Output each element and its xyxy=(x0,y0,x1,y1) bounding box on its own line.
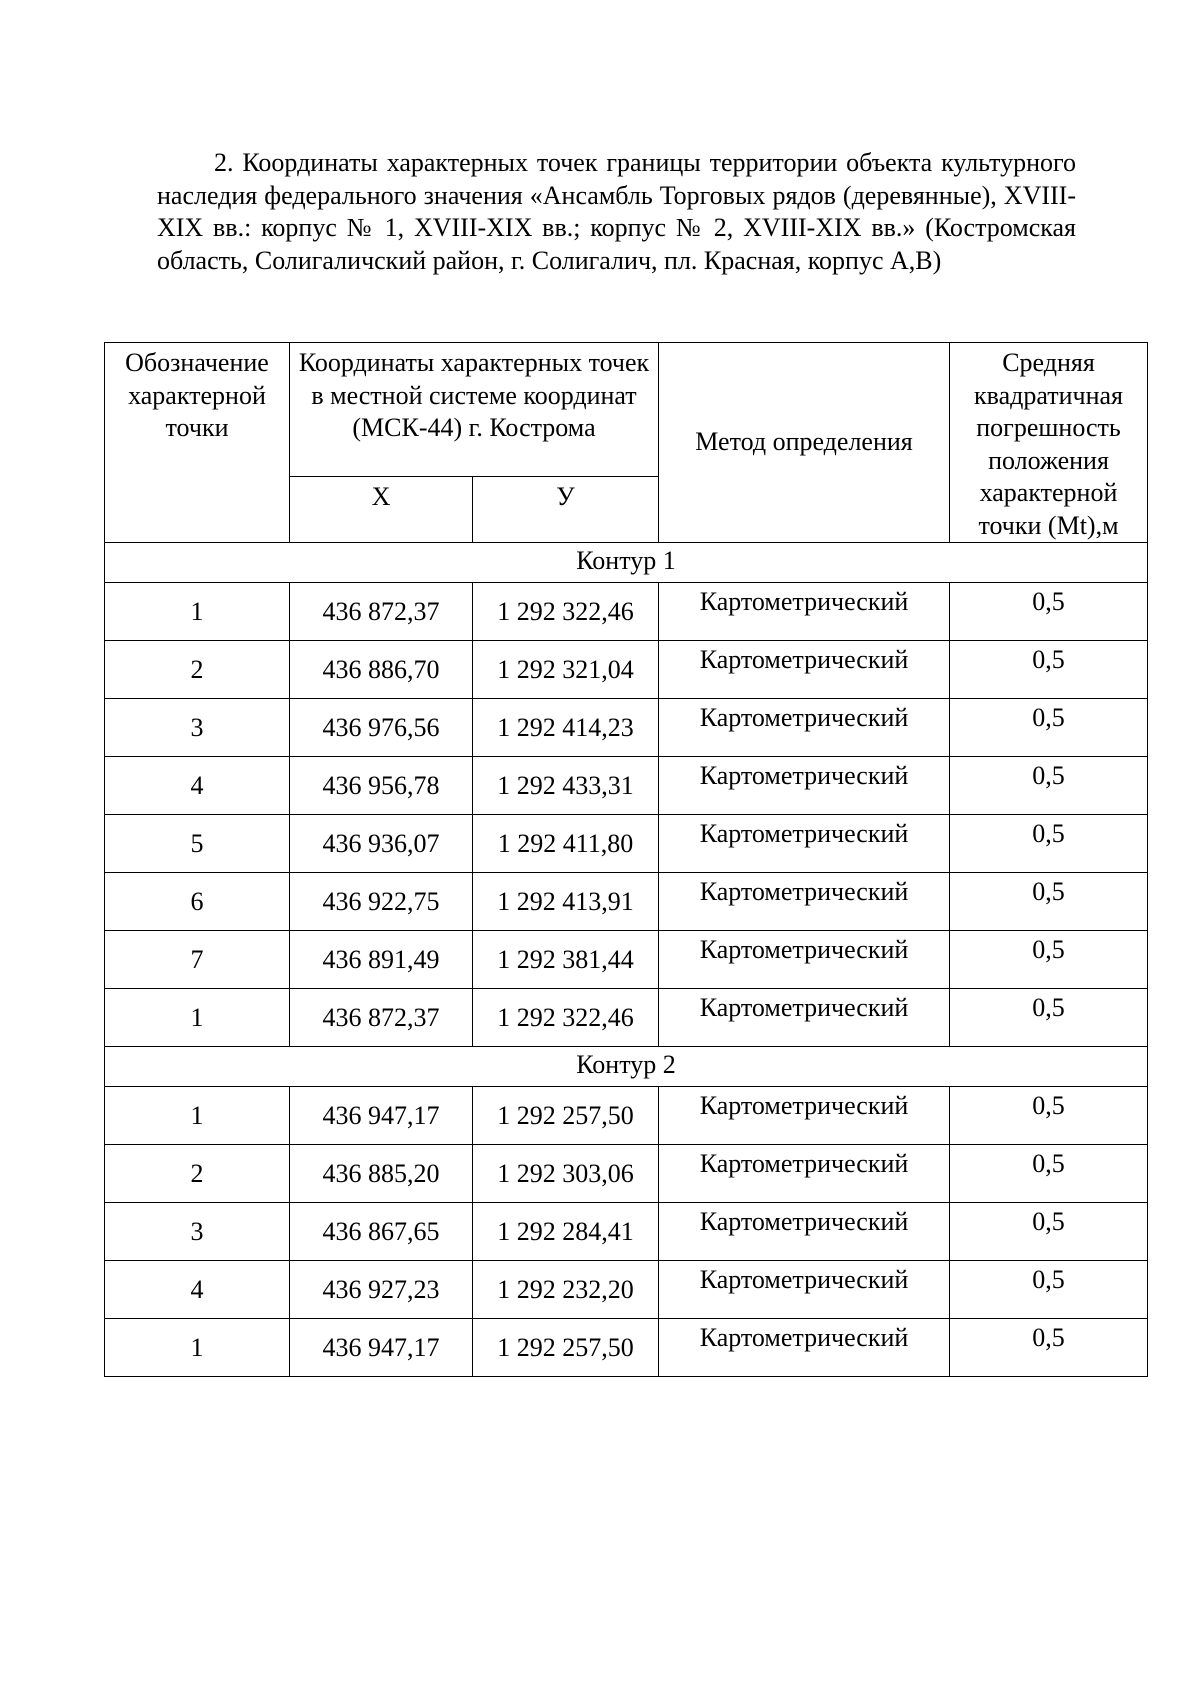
table-row xyxy=(105,757,1148,815)
cell-y: 1 292 257,50 xyxy=(473,1319,659,1377)
cell-y: 1 292 411,80 xyxy=(473,815,659,873)
table-row xyxy=(105,1145,1148,1203)
cell-error: 0,5 xyxy=(950,931,1148,989)
cell-x: 436 872,37 xyxy=(290,583,473,641)
cell-error: 0,5 xyxy=(950,1087,1148,1145)
table-header xyxy=(105,343,1148,543)
cell-method: Картометрический xyxy=(659,641,950,699)
table-row xyxy=(105,931,1148,989)
table-row xyxy=(105,873,1148,931)
table-row xyxy=(105,815,1148,873)
coordinates-table xyxy=(104,342,1148,1377)
table-row xyxy=(105,1261,1148,1319)
cell-point: 1 xyxy=(105,989,290,1047)
cell-error: 0,5 xyxy=(950,583,1148,641)
header-y: У xyxy=(473,476,659,542)
cell-point: 5 xyxy=(105,815,290,873)
cell-method: Картометрический xyxy=(659,815,950,873)
cell-point: 1 xyxy=(105,583,290,641)
cell-y: 1 292 322,46 xyxy=(473,989,659,1047)
cell-x: 436 922,75 xyxy=(290,873,473,931)
cell-y: 1 292 433,31 xyxy=(473,757,659,815)
table-row xyxy=(105,1203,1148,1261)
cell-y: 1 292 257,50 xyxy=(473,1087,659,1145)
table-row xyxy=(105,1087,1148,1145)
cell-error: 0,5 xyxy=(950,989,1148,1047)
cell-method: Картометрический xyxy=(659,1087,950,1145)
cell-y: 1 292 284,41 xyxy=(473,1203,659,1261)
cell-x: 436 956,78 xyxy=(290,757,473,815)
cell-y: 1 292 322,46 xyxy=(473,583,659,641)
cell-error: 0,5 xyxy=(950,699,1148,757)
cell-x: 436 947,17 xyxy=(290,1319,473,1377)
cell-y: 1 292 414,23 xyxy=(473,699,659,757)
table-row xyxy=(105,1319,1148,1377)
table-body xyxy=(105,543,1148,1377)
cell-x: 436 947,17 xyxy=(290,1087,473,1145)
cell-point: 6 xyxy=(105,873,290,931)
cell-error: 0,5 xyxy=(950,815,1148,873)
cell-error: 0,5 xyxy=(950,1145,1148,1203)
cell-point: 4 xyxy=(105,1261,290,1319)
table-row xyxy=(105,989,1148,1047)
cell-method: Картометрический xyxy=(659,583,950,641)
cell-x: 436 885,20 xyxy=(290,1145,473,1203)
cell-error: 0,5 xyxy=(950,641,1148,699)
header-coordinates: Координаты характерных точек в местной системе координат (МСК-44) г. Кострома xyxy=(290,343,659,477)
cell-method: Картометрический xyxy=(659,699,950,757)
cell-y: 1 292 303,06 xyxy=(473,1145,659,1203)
cell-x: 436 976,56 xyxy=(290,699,473,757)
cell-method: Картометрический xyxy=(659,1261,950,1319)
cell-method: Картометрический xyxy=(659,873,950,931)
section-title: Контур 1 xyxy=(105,543,1148,583)
cell-method: Картометрический xyxy=(659,931,950,989)
cell-point: 4 xyxy=(105,757,290,815)
cell-y: 1 292 321,04 xyxy=(473,641,659,699)
cell-x: 436 886,70 xyxy=(290,641,473,699)
intro-paragraph: 2. Координаты характерных точек границы территории объекта культурного наследия федерального значения «Ансамбль Торговых рядов (деревянные), XVIII-XIX вв.: корпус № 1, XVIII-XIX вв.; корпус № 2, XVIII-XIX вв.» (Костромская область, Солигаличский район, г. Солигалич, пл. Красная, корпус А,В) xyxy=(157,148,1076,275)
section-title: Контур 2 xyxy=(105,1047,1148,1087)
cell-method: Картометрический xyxy=(659,757,950,815)
cell-error: 0,5 xyxy=(950,757,1148,815)
cell-y: 1 292 232,20 xyxy=(473,1261,659,1319)
header-error: Средняя квадратичная погрешность положения характерной точки (Mt),м xyxy=(950,343,1148,543)
table-row xyxy=(105,641,1148,699)
cell-error: 0,5 xyxy=(950,1319,1148,1377)
cell-error: 0,5 xyxy=(950,1203,1148,1261)
cell-point: 2 xyxy=(105,641,290,699)
cell-method: Картометрический xyxy=(659,1145,950,1203)
section-row xyxy=(105,543,1148,583)
cell-x: 436 891,49 xyxy=(290,931,473,989)
cell-method: Картометрический xyxy=(659,1203,950,1261)
section-row xyxy=(105,1047,1148,1087)
header-method: Метод определения xyxy=(659,343,950,543)
cell-point: 7 xyxy=(105,931,290,989)
cell-error: 0,5 xyxy=(950,873,1148,931)
cell-y: 1 292 381,44 xyxy=(473,931,659,989)
cell-point: 1 xyxy=(105,1319,290,1377)
cell-point: 1 xyxy=(105,1087,290,1145)
cell-x: 436 936,07 xyxy=(290,815,473,873)
table-row xyxy=(105,583,1148,641)
cell-method: Картометрический xyxy=(659,989,950,1047)
cell-method: Картометрический xyxy=(659,1319,950,1377)
cell-x: 436 927,23 xyxy=(290,1261,473,1319)
cell-x: 436 872,37 xyxy=(290,989,473,1047)
cell-x: 436 867,65 xyxy=(290,1203,473,1261)
header-point: Обозначение характерной точки xyxy=(105,343,290,543)
cell-point: 3 xyxy=(105,699,290,757)
cell-point: 2 xyxy=(105,1145,290,1203)
cell-y: 1 292 413,91 xyxy=(473,873,659,931)
table-row xyxy=(105,699,1148,757)
cell-point: 3 xyxy=(105,1203,290,1261)
cell-error: 0,5 xyxy=(950,1261,1148,1319)
header-x: X xyxy=(290,476,473,542)
